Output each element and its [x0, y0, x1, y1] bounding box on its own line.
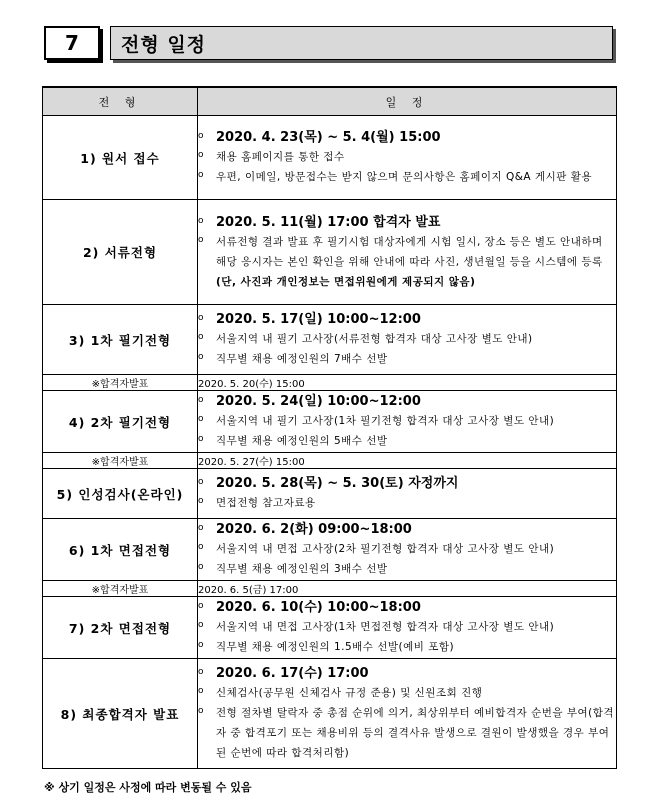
schedule-note: 우편, 이메일, 방문접수는 받지 않으며 문의사항은 홈페이지 Q&A 게시판 활용 [216, 171, 592, 183]
announce-row [43, 375, 617, 391]
schedule-detail [198, 519, 617, 581]
header-phase: 전 형 [43, 87, 198, 116]
schedule-note: 서울지역 내 필기 고사장(서류전형 합격자 대상 고사장 별도 안내) [216, 333, 533, 345]
announce-label: ※합격자발표 [43, 375, 198, 391]
circle-bullet-icon: o [198, 414, 204, 424]
footnote: ※ 상기 일정은 사정에 따라 변동될 수 있음 [44, 781, 252, 794]
schedule-date: 2020. 5. 17(일) 10:00~12:00 [216, 312, 421, 327]
schedule-note: 직무별 채용 예정인원의 1.5배수 선발(예비 포함) [216, 641, 455, 653]
schedule-note: 면접전형 참고자료용 [216, 497, 316, 509]
circle-bullet-icon: o [198, 234, 204, 245]
header-schedule: 일 정 [198, 87, 617, 116]
circle-bullet-icon: o [198, 640, 204, 650]
circle-bullet-icon: o [198, 170, 204, 180]
announce-date: 2020. 5. 27(수) 15:00 [198, 453, 617, 469]
announce-row [43, 453, 617, 469]
schedule-note-text: 서류전형 결과 발표 후 필기시험 대상자에게 시험 일시, 장소 등은 별도 안내하며 해당 응시자는 본인 확인을 위해 안내에 따라 사진, 생년월일 등을 시스템에 등록 [216, 235, 603, 268]
table-row [43, 391, 617, 453]
circle-bullet-icon: o [198, 706, 204, 716]
schedule-detail [198, 116, 617, 200]
circle-bullet-icon: o [198, 562, 204, 572]
schedule-detail [198, 305, 617, 375]
schedule-note: 서울지역 내 면접 고사장(1차 면접전형 합격자 대상 고사장 별도 안내) [216, 621, 555, 633]
circle-bullet-icon: o [198, 131, 204, 141]
table-row [43, 305, 617, 375]
phase-name: 7) 2차 면접전형 [43, 597, 198, 659]
schedule-note [216, 232, 616, 292]
phase-name: 1) 원서 접수 [43, 116, 198, 200]
circle-bullet-icon: o [198, 601, 204, 611]
circle-bullet-icon: o [198, 542, 204, 552]
phase-name: 3) 1차 필기전형 [43, 305, 198, 375]
circle-bullet-icon: o [198, 477, 204, 487]
table-row [43, 200, 617, 305]
section-header [44, 26, 614, 64]
schedule-detail [198, 597, 617, 659]
phase-name: 4) 2차 필기전형 [43, 391, 198, 453]
circle-bullet-icon: o [198, 332, 204, 342]
circle-bullet-icon: o [198, 686, 204, 696]
schedule-date: 2020. 6. 10(수) 10:00~18:00 [216, 600, 421, 615]
schedule-note: 직무별 채용 예정인원의 7배수 선발 [216, 353, 388, 365]
schedule-detail [198, 659, 617, 769]
circle-bullet-icon: o [198, 313, 204, 323]
schedule-note: 직무별 채용 예정인원의 5배수 선발 [216, 435, 388, 447]
table-row [43, 597, 617, 659]
schedule-detail [198, 469, 617, 519]
section-number: 7 [44, 26, 100, 60]
table-row [43, 116, 617, 200]
schedule-detail [198, 391, 617, 453]
table-header-row [43, 87, 617, 116]
announce-row [43, 581, 617, 597]
schedule-date: 2020. 6. 2(화) 09:00~18:00 [216, 522, 412, 537]
schedule-note: 서울지역 내 면접 고사장(2차 필기전형 합격자 대상 고사장 별도 안내) [216, 543, 555, 555]
schedule-note-emphasis: (단, 사진과 개인정보는 면접위원에게 제공되지 않음) [216, 275, 476, 288]
announce-label: ※합격자발표 [43, 453, 198, 469]
schedule-date: 2020. 6. 17(수) 17:00 [216, 666, 369, 681]
schedule-date: 2020. 5. 24(일) 10:00~12:00 [216, 394, 421, 409]
schedule-note: 서울지역 내 필기 고사장(1차 필기전형 합격자 대상 고사장 별도 안내) [216, 415, 555, 427]
phase-name: 6) 1차 면접전형 [43, 519, 198, 581]
circle-bullet-icon: o [198, 496, 204, 506]
circle-bullet-icon: o [198, 150, 204, 160]
table-row [43, 659, 617, 769]
schedule-note: 전형 절차별 탈락자 중 총점 순위에 의거, 최상위부터 예비합격자 순번을 부여(합격자 중 합격포기 또는 채용비위 등의 결격사유 발생으로 결원이 발생했을 경우 부여된 순번에 따라 합격처리함) [216, 707, 615, 759]
circle-bullet-icon: o [198, 667, 204, 677]
circle-bullet-icon: o [198, 215, 204, 226]
table-row [43, 469, 617, 519]
schedule-note: 직무별 채용 예정인원의 3배수 선발 [216, 563, 388, 575]
announce-date: 2020. 5. 20(수) 15:00 [198, 375, 617, 391]
table-row [43, 519, 617, 581]
circle-bullet-icon: o [198, 352, 204, 362]
schedule-table [42, 86, 617, 769]
schedule-date: 2020. 5. 11(월) 17:00 합격자 발표 [216, 214, 441, 230]
circle-bullet-icon: o [198, 395, 204, 405]
phase-name: 8) 최종합격자 발표 [43, 659, 198, 769]
schedule-date: 2020. 5. 28(목) ~ 5. 30(토) 자정까지 [216, 476, 459, 491]
phase-name: 2) 서류전형 [43, 200, 198, 305]
circle-bullet-icon: o [198, 620, 204, 630]
phase-name: 5) 인성검사(온라인) [43, 469, 198, 519]
schedule-note: 신체검사(공무원 신체검사 규정 준용) 및 신원조회 진행 [216, 687, 483, 699]
circle-bullet-icon: o [198, 434, 204, 444]
announce-date: 2020. 6. 5(금) 17:00 [198, 581, 617, 597]
circle-bullet-icon: o [198, 523, 204, 533]
section-title: 전형 일정 [110, 26, 613, 60]
schedule-note: 채용 홈페이지를 통한 접수 [216, 151, 345, 163]
schedule-detail [198, 200, 617, 305]
announce-label: ※합격자발표 [43, 581, 198, 597]
schedule-date: 2020. 4. 23(목) ~ 5. 4(월) 15:00 [216, 130, 441, 145]
